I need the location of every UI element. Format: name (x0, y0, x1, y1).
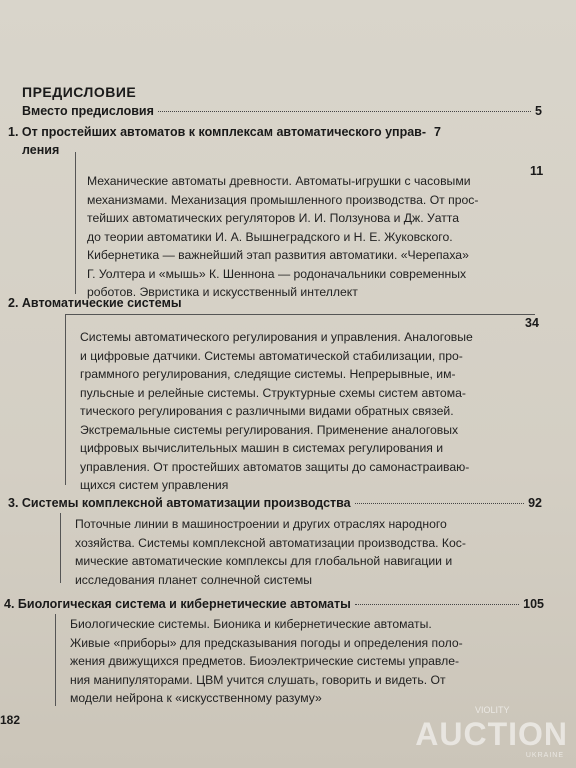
toc-entry-title: Вместо предисловия (22, 104, 154, 118)
toc-entry-page: 34 (525, 316, 539, 330)
bracket-line (75, 152, 76, 294)
chapter-3-summary: Поточные линии в машиностроении и других отраслях народного хозяйства. Системы комплексной автоматизации производства. Кос- мические автоматические комплексы для глобальной навигации и исследования планет солнечной системы (75, 517, 466, 587)
leader-dots (158, 111, 531, 112)
toc-entry-page: 5 (535, 104, 542, 118)
toc-entry-title: 4. Биологическая система и кибернетические автоматы (4, 597, 351, 611)
page-title: ПРЕДИСЛОВИЕ (22, 84, 137, 100)
bracket-line (60, 513, 61, 583)
toc-entry-chapter-1 (8, 125, 542, 139)
chapter-2-summary: Системы автоматического регулирования и управления. Аналоговые и цифровые датчики. Системы автоматической стабилизации, про- граммного регулирования, следящие системы. Непрерывные, им- пульсные и релейные системы. Структурные схемы систем автома- тического регулирования с различными видами обратных связей. Экстремальные системы регулирования. Применение аналоговых цифровых вычислительных машин в системах регулирования и управления. От простейших автоматов защиты до самонастраиваю- щихся систем управления (80, 330, 473, 492)
toc-entry-page: 7 (434, 125, 441, 139)
bracket-line (65, 315, 66, 485)
toc-entry-title-continuation: ления (22, 143, 60, 157)
chapter-4-summary: Биологические системы. Бионика и кибернетические автоматы. Живые «приборы» для предсказывания погоды и определения поло- жения движущихся предметов. Биоэлектрические системы управле- ния манипуляторами. ЦВМ учится слушать, говорить и видеть. От модели нейрона к «искусственному разуму» (70, 617, 463, 705)
toc-entry-title: 2. Автоматические системы (8, 296, 182, 310)
sub-page-number: 11 (530, 164, 544, 178)
toc-entry-title: 3. Системы комплексной автоматизации производства (8, 496, 351, 510)
watermark-brand: VIOLITY (475, 705, 510, 715)
leader-dots (355, 503, 524, 504)
toc-entry-chapter-2 (8, 296, 542, 310)
toc-entry-title: 1. От простейших автоматов к комплексам автоматического управ- (8, 125, 427, 139)
bracket-line (55, 614, 56, 706)
leader-dots (355, 604, 519, 605)
bracket-line (65, 314, 535, 315)
page-number: 182 (0, 713, 21, 727)
toc-entry-page: 92 (528, 496, 542, 510)
chapter-1-summary: Механические автоматы древности. Автоматы-игрушки с часовыми механизмами. Механизация промышленного производства. От прос- тейших автоматических регуляторов И. И. Ползунова и Дж. Уатта до теории автоматики И. А. Вышнеградского и Н. Е. Жуковского. Кибернетика — важнейший этап развития автоматики. «Черепаха» Г. Уолтера и «мышь» К. Шеннона — родоначальники современных роботов. Эвристика и искусственный интеллект (87, 174, 479, 299)
toc-entry-foreword (22, 104, 542, 118)
toc-entry-chapter-3 (8, 496, 542, 510)
toc-entry-chapter-4 (4, 597, 544, 611)
watermark-text: AUCTION (415, 716, 568, 752)
watermark-region: UKRAINE (525, 752, 564, 759)
toc-entry-page: 105 (523, 597, 544, 611)
